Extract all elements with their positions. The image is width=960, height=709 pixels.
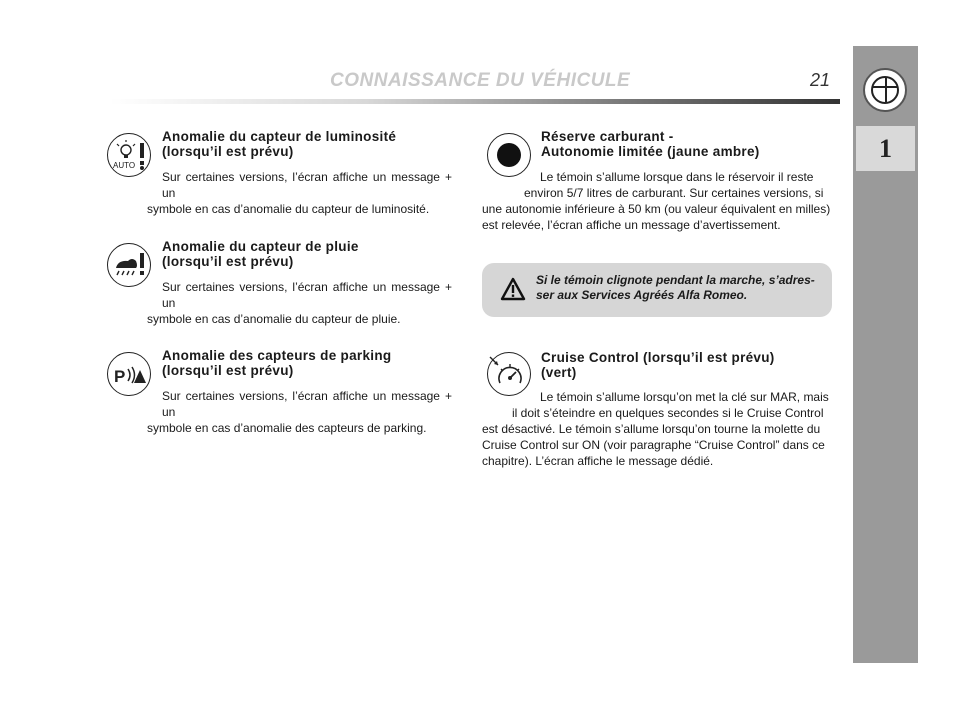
alfa-romeo-logo-icon (863, 68, 907, 112)
page-number: 21 (810, 70, 831, 90)
warning-note-text: Si le témoin clignote pendant la marche, s’adres- ser aux Services Agréés Alfa Romeo. (536, 273, 815, 302)
page-header-title: CONNAISSANCE DU VÉHICULE (330, 70, 631, 91)
chapter-number[interactable]: 1 (856, 126, 915, 171)
section-title-fuel-reserve: Réserve carburant - Autonomie limitée (jaune ambre) (541, 129, 760, 159)
header-rule (110, 99, 840, 104)
section-title-cruise-control: Cruise Control (lorsqu’il est prévu) (vert) (541, 350, 775, 380)
section-title-rain-sensor: Anomalie du capteur de pluie (lorsqu’il est prévu) (162, 239, 359, 269)
section-title-parking-sensor: Anomalie des capteurs de parking (lorsqu’il est prévu) (162, 348, 392, 378)
section-body-light-sensor: Sur certaines versions, l’écran affiche un message + un symbole en cas d’anomalie du capteur de luminosité. (147, 170, 452, 216)
section-body-cruise-control: Le témoin s’allume lorsqu’on met la clé sur MAR, mais il doit s’éteindre en quelques secondes si le Cruise Control est désactivé. Le témoin s’allume lorsqu’on tourne la molette du Cruise Control sur ON (voir paragraphe “Cruise Control” dans ce chapitre). L’écran affiche le message dédié. (482, 390, 829, 468)
section-body-rain-sensor: Sur certaines versions, l’écran affiche un message + un symbole en cas d’anomalie du capteur de pluie. (147, 280, 452, 326)
warning-note-box (482, 263, 832, 317)
parking-sensor-fault-icon (107, 352, 151, 396)
rain-sensor-fault-icon (107, 243, 151, 287)
section-body-fuel-reserve: Le témoin s’allume lorsque dans le réservoir il reste environ 5/7 litres de carburant. Sur certaines versions, si une autonomie inférieure à 50 km (ou valeur équivalent en milles) est relevée, l’écran affiche un message d’avertissement. (482, 170, 831, 232)
svg-text:P: P (114, 367, 126, 386)
auto-label: AUTO (113, 161, 136, 170)
warning-triangle-icon (500, 277, 526, 301)
light-sensor-fault-icon (107, 133, 151, 177)
section-title-light-sensor: Anomalie du capteur de luminosité (lorsqu’il est prévu) (162, 129, 397, 159)
section-body-parking-sensor: Sur certaines versions, l’écran affiche un message + un symbole en cas d’anomalie des capteurs de parking. (147, 389, 452, 435)
